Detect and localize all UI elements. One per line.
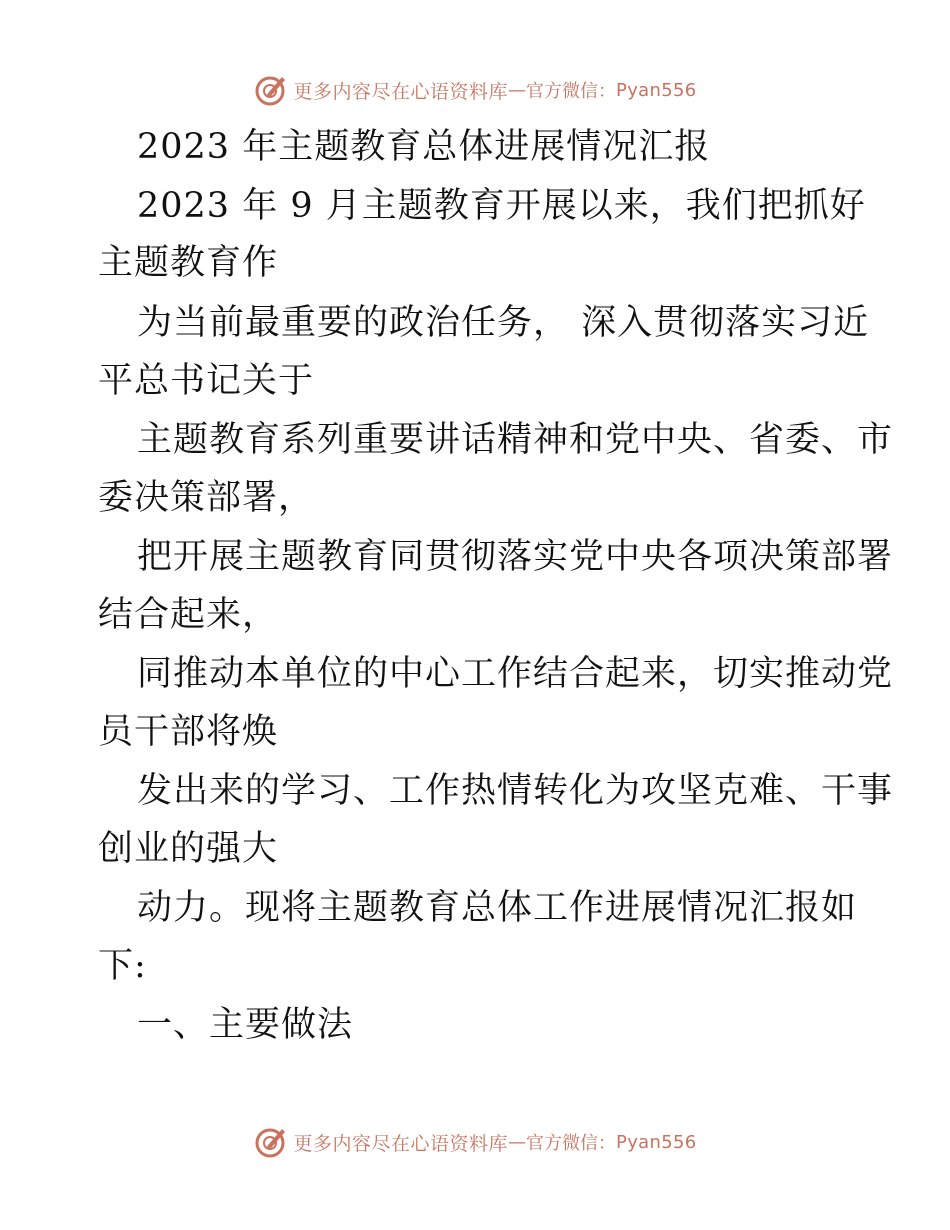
paragraph-line: 2023 年 9 月主题教育开展以来，我们把抓好	[137, 186, 866, 226]
watermark-wechat-id: Pyan556	[616, 1131, 697, 1153]
section-heading: 一、主要做法	[137, 1005, 354, 1045]
paragraph-line: 主题教育作	[98, 243, 279, 283]
paragraph-line: 下:	[98, 946, 147, 986]
watermark-label: 官方微信：	[526, 81, 617, 102]
watermark-text: 更多内容尽在心语资料库	[293, 1132, 509, 1155]
watermark-separator: —	[508, 1131, 527, 1153]
watermark-header	[0, 70, 950, 110]
document-title: 2023 年主题教育总体进展情况汇报	[137, 127, 711, 167]
paragraph-line: 为当前最重要的政治任务， 深入贯彻落实习近	[137, 303, 870, 343]
paragraph-line: 主题教育系列重要讲话精神和党中央、省委、市	[137, 420, 894, 460]
watermark-label: 官方微信：	[526, 1133, 617, 1154]
watermark-text: 更多内容尽在心语资料库	[293, 80, 509, 103]
paragraph-line: 创业的强大	[98, 829, 279, 869]
paragraph-line: 动力。现将主题教育总体工作进展情况汇报如	[137, 888, 858, 928]
paragraph-line: 发出来的学习、工作热情转化为攻坚克难、干事	[137, 771, 894, 811]
watermark-footer	[0, 1122, 950, 1162]
watermark-separator: —	[508, 79, 527, 101]
paragraph-line: 员干部将焕	[98, 712, 279, 752]
watermark-wechat-id: Pyan556	[616, 79, 697, 101]
paragraph-line: 委决策部署，	[98, 478, 315, 518]
paragraph-line: 平总书记关于	[98, 361, 315, 401]
pen-logo-icon	[254, 73, 288, 107]
paragraph-line: 把开展主题教育同贯彻落实党中央各项决策部署	[137, 537, 894, 577]
paragraph-line: 同推动本单位的中心工作结合起来，切实推动党	[137, 654, 894, 694]
pen-logo-icon	[254, 1125, 288, 1159]
paragraph-line: 结合起来，	[98, 595, 279, 635]
